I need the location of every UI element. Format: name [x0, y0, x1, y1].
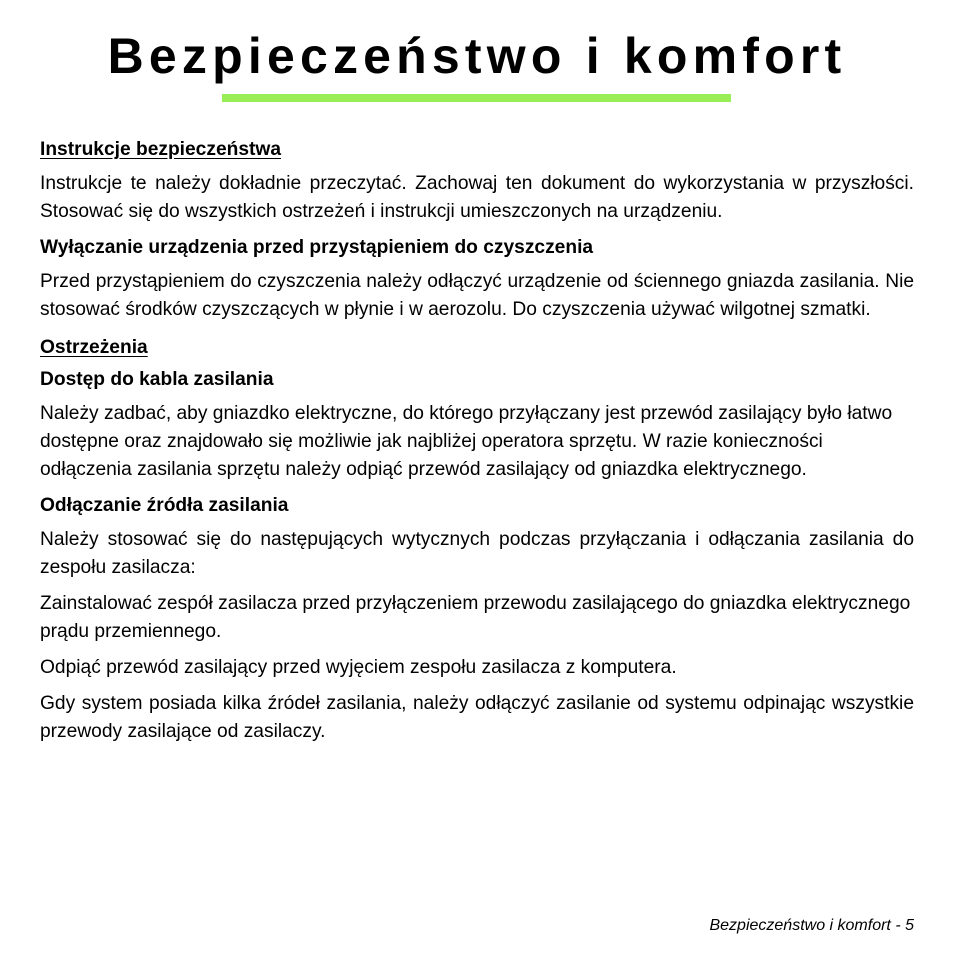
heading-cleaning: Wyłączanie urządzenia przed przystąpieniem do czyszczenia	[40, 237, 594, 258]
paragraph-power-cable: Należy zadbać, aby gniazdko elektryczne, do którego przyłączany jest przewód zasilający było łatwo dostępne oraz znajdowało się możliwie jak najbliżej operatora sprzętu. W razie konieczności odłączenia zasilania sprzętu należy odpiąć przewód zasilający od gniazdka elektrycznego.	[40, 403, 893, 480]
paragraph-safety-instructions: Instrukcje te należy dokładnie przeczytać. Zachowaj ten dokument do wykorzystania w przyszłości. Stosować się do wszystkich ostrzeżeń i instrukcji umieszczonych na urządzeniu.	[40, 173, 914, 222]
document-body	[40, 136, 914, 754]
page-footer: Bezpieczeństwo i komfort - 5	[709, 917, 914, 934]
heading-disconnect-power: Odłączanie źródła zasilania	[40, 495, 289, 516]
page-title: Bezpieczeństwo i komfort	[107, 28, 847, 84]
paragraph-disconnect-4: Gdy system posiada kilka źródeł zasilania, należy odłączyć zasilanie od systemu odpinając wszystkie przewody zasilające od zasilaczy.	[40, 693, 914, 742]
title-accent-bar	[222, 94, 731, 102]
paragraph-cleaning: Przed przystąpieniem do czyszczenia należy odłączyć urządzenie od ściennego gniazda zasilania. Nie stosować środków czyszczących w płynie i w aerozolu. Do czyszczenia używać wilgotnej szmatki.	[40, 271, 914, 320]
paragraph-disconnect-2: Zainstalować zespół zasilacza przed przyłączeniem przewodu zasilającego do gniazdka elektrycznego prądu przemiennego.	[40, 593, 911, 642]
heading-safety-instructions: Instrukcje bezpieczeństwa	[40, 139, 281, 160]
heading-warnings: Ostrzeżenia	[40, 337, 148, 358]
heading-power-cable: Dostęp do kabla zasilania	[40, 369, 274, 390]
paragraph-disconnect-1: Należy stosować się do następujących wytycznych podczas przyłączania i odłączania zasilania do zespołu zasilacza:	[40, 529, 914, 578]
paragraph-disconnect-3: Odpiąć przewód zasilający przed wyjęciem zespołu zasilacza z komputera.	[40, 657, 677, 678]
